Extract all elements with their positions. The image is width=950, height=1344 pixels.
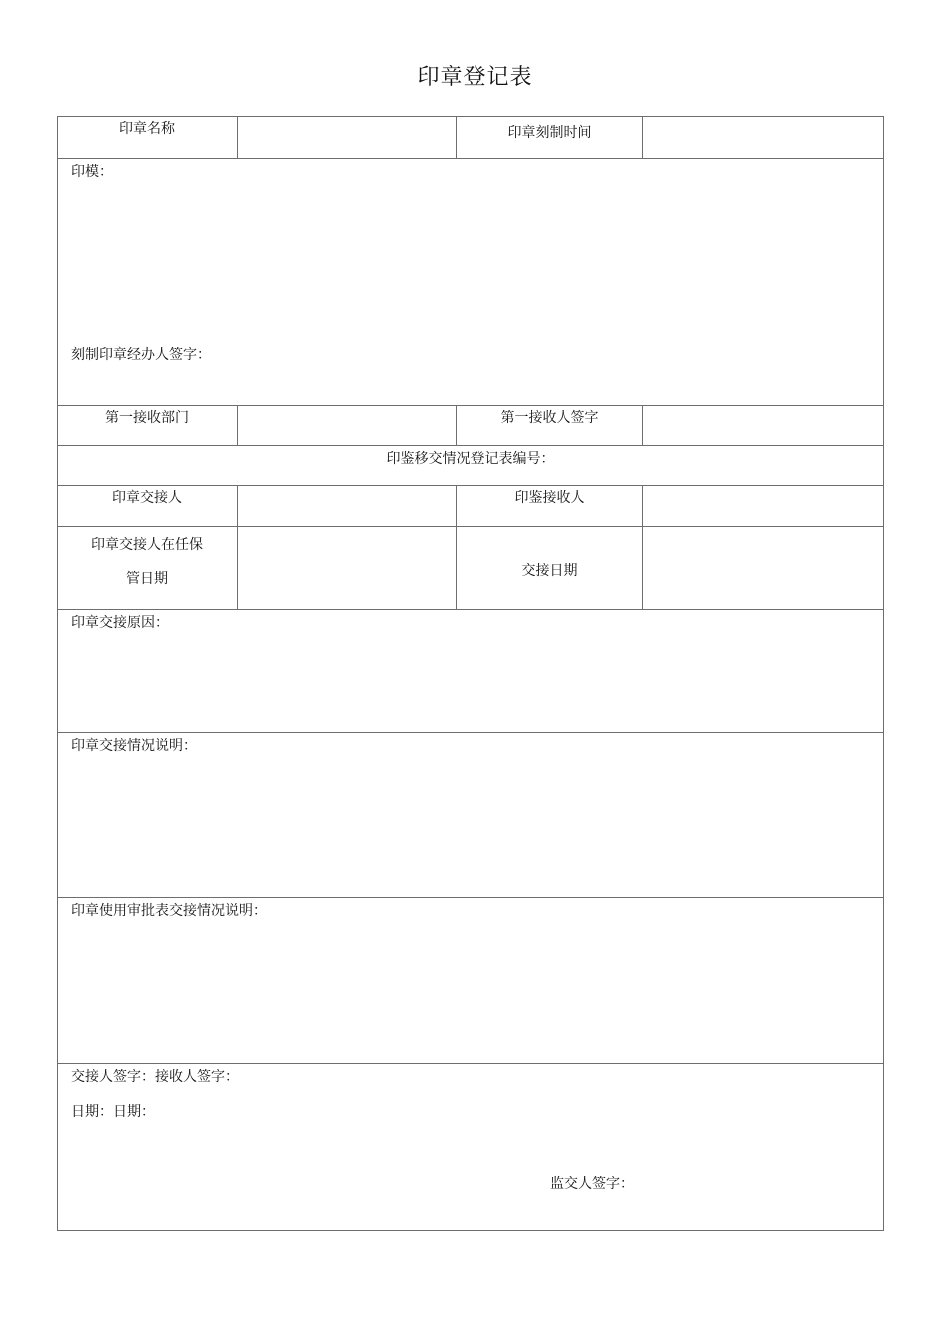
- first-receiving-dept-label: 第一接收部门: [105, 410, 189, 426]
- table-border-bottom: [57, 1230, 884, 1231]
- custody-date-label-line1: 印章交接人在任保: [91, 537, 203, 553]
- seal-registration-form: [57, 116, 884, 1231]
- row-divider: [57, 158, 884, 159]
- col-divider: [237, 116, 238, 158]
- col-divider: [642, 485, 643, 609]
- row-divider: [57, 485, 884, 486]
- first-receiver-signature-label: 第一接收人签字: [500, 410, 599, 426]
- row-divider: [57, 445, 884, 446]
- table-border-top: [57, 116, 884, 117]
- receiver-label: 印鉴接收人: [514, 490, 585, 506]
- row-divider: [57, 405, 884, 406]
- handover-person-label: 印章交接人: [112, 490, 182, 506]
- col-divider: [642, 116, 643, 158]
- row-divider: [57, 1063, 884, 1064]
- page-title: 印章登记表: [417, 65, 533, 90]
- handover-reason-label: 印章交接原因：: [71, 615, 169, 631]
- seal-made-time-label: 印章刻制时间: [507, 125, 592, 141]
- col-divider: [642, 405, 643, 445]
- row-divider: [57, 609, 884, 610]
- row-divider: [57, 897, 884, 898]
- col-divider: [237, 405, 238, 445]
- approval-form-description-label: 印章使用审批表交接情况说明：: [71, 903, 267, 919]
- row-divider: [57, 526, 884, 527]
- transfer-record-number-label: 印鉴移交情况登记表编号：: [386, 451, 555, 467]
- handover-receiver-signature-label: 交接人签字：接收人签字：: [71, 1069, 239, 1085]
- supervisor-signature-label: 监交人签字：: [550, 1176, 634, 1192]
- col-divider: [237, 485, 238, 609]
- custody-date-label-line2: 管日期: [126, 571, 168, 587]
- row-divider: [57, 732, 884, 733]
- handover-description-label: 印章交接情况说明：: [71, 738, 197, 754]
- handover-date-label: 交接日期: [521, 563, 578, 579]
- imprint-label: 印模：: [71, 164, 113, 180]
- dates-label: 日期：日期：: [71, 1104, 155, 1120]
- seal-name-label: 印章名称: [119, 121, 175, 137]
- handler-signature-label: 刻制印章经办人签字：: [71, 347, 211, 363]
